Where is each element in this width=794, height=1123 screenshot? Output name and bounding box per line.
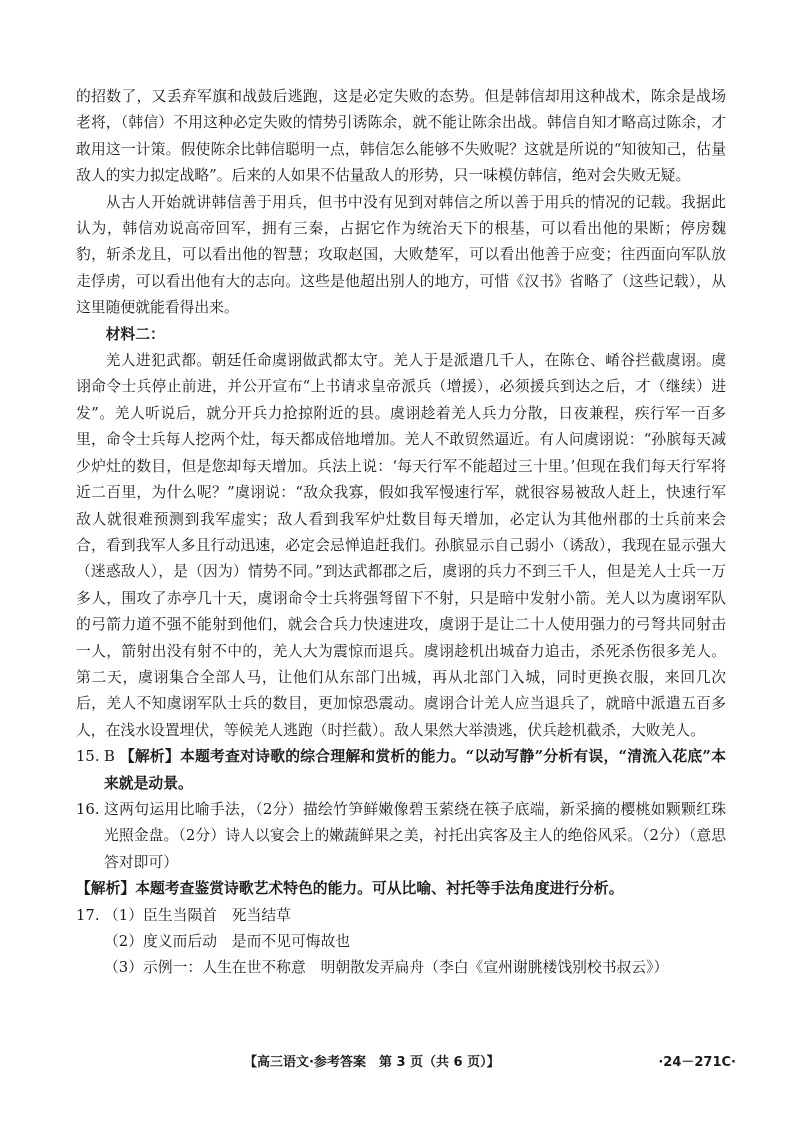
material2-paragraph: 羌人进犯武都。朝廷任命虞诩做武都太守。羌人于是派遣几千人，在陈仓、崤谷拦截虞诩。虞诩命令士兵停止前进，并公开宣布“上书请求皇帝派兵（增援），必须援兵到达之后，才（继续）进发”。羌人听说后，就分开兵力抢掠附近的县。虞诩趁着羌人兵力分散，日夜兼程，疾行军一百多里，命令士兵每人挖两个灶，每天都成倍地增加。羌人不敢贸然逼近。有人问虞诩说：“孙膑每天减少炉灶的数目，但是您却每天增加。兵法上说：‘每天行军不能超过三十里。’但现在我们每天行军将近二百里，为什么呢？”虞诩说：“敌众我寡，假如我军慢速行军，就很容易被敌人赶上，快速行军敌人就很难预测到我军虚实；敌人看到我军炉灶数目每天增加，必定认为其他州郡的士兵前来会合，看到我军人多且行动迅速，必定会忌惮追赶我们。孙膑显示自己弱小（诱敌），我现在显示强大（迷惑敌人），是（因为）情势不同。”到达武都郡之后，虞诩的兵力不到三千人，但是羌人士兵一万多人，围攻了赤亭几十天，虞诩命令士兵将强弩留下不射，只是暗中发射小箭。羌人以为虞诩军队的弓箭力道不强不能射到他们，就会合兵力快速进攻，虞诩于是让二十人使用强力的弓弩共同射击一人，箭射出没有射不中的，羌人大为震惊而退兵。虞诩趁机出城奋力追击，杀死杀伤很多羌人。第二天，虞诩集合全部人马，让他们从东部门出城，再从北部门入城，同时更换衣服，来回几次后，羌人不知虞诩军队士兵的数目，更加惊恐震动。虞诩合计羌人应当退兵了，就暗中派遣五百多人，在浅水设置埋伏，等候羌人逃跑（时拦截）。敌人果然大举溃逃，伏兵趁机截杀，大败羌人。 — [76, 352, 726, 739]
question-17-answer-2: （2）度义而后动 是而不见可悔故也 — [104, 933, 351, 950]
question-15-analysis-label: 【解析】 — [119, 748, 180, 766]
material1-paragraph-2: 从古人开始就讲韩信善于用兵，但书中没有见到对韩信之所以善于用兵的情况的记载。我据此认为，韩信劝说高帝回军，拥有三秦，占据它作为统治天下的根基，可以看出他的果断；停房魏豹，斩杀龙且，可以看出他的智慧；攻取赵国，大败楚军，可以看出他善于应变；往西面向军队放走俘虏，可以看出他有大的志向。这些是他超出别人的地方，可惜《汉书》省略了（这些记载），从这里随便就能看得出来。 — [76, 193, 726, 317]
question-16-analysis-text: 本题考查鉴赏诗歌艺术特色的能力。可从比喻、衬托等手法角度进行分析。 — [135, 880, 624, 898]
question-17-answer-1: （1）臣生当陨首 死当结草 — [104, 906, 291, 924]
question-15-answer: B — [104, 748, 115, 766]
question-15-body — [104, 744, 726, 797]
question-17-answer-3: （3）示例一：人生在世不称意 明朝散发弄扁舟（李白《宣州谢朓楼饯别校书叔云》） — [104, 959, 669, 977]
material2-heading: 材料二： — [105, 325, 165, 343]
footer-page-info: 【高三语文·参考答案 第 3 页（共 6 页）】 — [244, 1055, 500, 1070]
question-17-number: 17. — [76, 906, 100, 924]
answer-page — [76, 84, 726, 982]
question-15 — [76, 744, 726, 797]
question-16 — [76, 797, 726, 876]
question-16-analysis — [76, 876, 726, 902]
question-15-analysis: 本题考查对诗歌的综合理解和赏析的能力。“以动写静”分析有误，“清流入花底”本来就是动景。 — [104, 748, 726, 792]
question-15-number: 15. — [76, 748, 100, 766]
question-16-number: 16. — [76, 800, 100, 818]
question-16-answer: 这两句运用比喻手法，（2分）描绘竹笋鲜嫩像碧玉萦绕在筷子底端，新采摘的樱桃如颗颗红珠光照金盘。（2分）诗人以宴会上的嫩蔬鲜果之美，衬托出宾客及主人的绝俗风采。（2分）（意思答对即可） — [104, 800, 726, 871]
question-17 — [76, 903, 726, 982]
material1-paragraph-1: 的招数了，又丢弃军旗和战鼓后逃跑，这是必定失败的态势。但是韩信却用这种战术，陈余是战场老将，（韩信）不用这种必定失败的情势引诱陈余，就不能让陈余出战。韩信自知才略高过陈余，才敢用这一计策。假使陈余比韩信聪明一点，韩信怎么能够不失败呢？这就是所说的“知彼知己，估量敌人的实力拟定战略”。后来的人如果不估量敌人的形势，只一味模仿韩信，绝对会失败无疑。 — [76, 88, 726, 185]
question-16-analysis-label: 【解析】 — [76, 880, 136, 898]
page-footer — [76, 1051, 736, 1075]
footer-code: ·24－271C· — [658, 1055, 736, 1070]
